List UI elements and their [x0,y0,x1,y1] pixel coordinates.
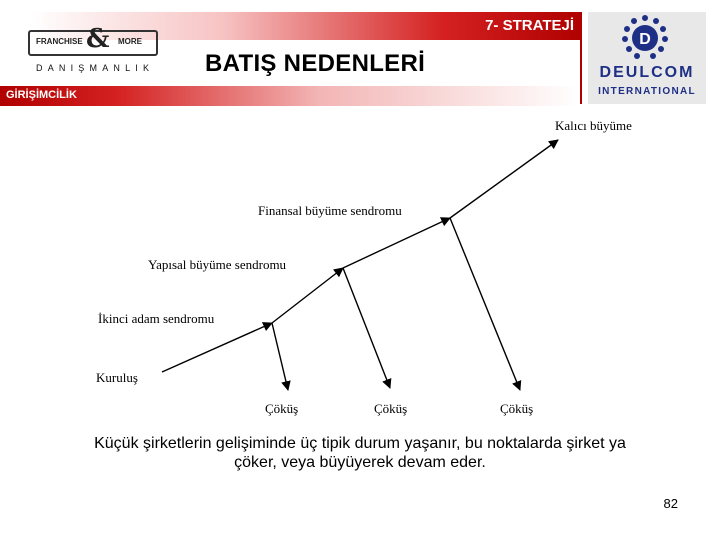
logo-right-word: MORE [118,37,142,46]
deulcom-name: DEULCOM [599,64,695,81]
failure-arrow-2 [343,268,390,388]
stage-label-finansal: Finansal büyüme sendromu [258,203,402,218]
stage-label-yapisal: Yapısal büyüme sendromu [148,257,287,272]
logo-left-word: FRANCHISE [36,37,83,46]
ampersand-icon: & [86,24,110,54]
failure-label-1: Çöküş [265,401,299,416]
page-number: 82 [663,496,678,511]
growth-arrow-1 [162,323,272,372]
growth-arrow-3 [343,218,450,268]
growth-arrow-2 [272,268,343,323]
failure-label-3: Çöküş [500,401,534,416]
logo-subtitle: DANIŞMANLIK [36,63,155,73]
failure-label-2: Çöküş [374,401,408,416]
section-label: GİRİŞİMCİLİK [6,89,77,101]
stage-label-kurulus: Kuruluş [96,370,138,385]
deulcom-subtitle: INTERNATIONAL [598,86,696,97]
growth-arrow-4 [450,140,558,218]
deulcom-mark-letter: D [639,31,651,48]
chapter-label: 7- STRATEJİ [485,17,574,34]
stage-label-kalici: Kalıcı büyüme [555,118,632,133]
page-title: BATIŞ NEDENLERİ [205,50,426,77]
failure-arrow-3 [450,218,520,390]
stage-label-ikinci-adam: İkinci adam sendromu [98,311,215,326]
failure-arrow-1 [272,323,288,390]
slide-caption: Küçük şirketlerin gelişiminde üç tipik durum yaşanır, bu noktalarda şirket ya çöker, veya büyüyerek devam eder. [94,435,626,471]
